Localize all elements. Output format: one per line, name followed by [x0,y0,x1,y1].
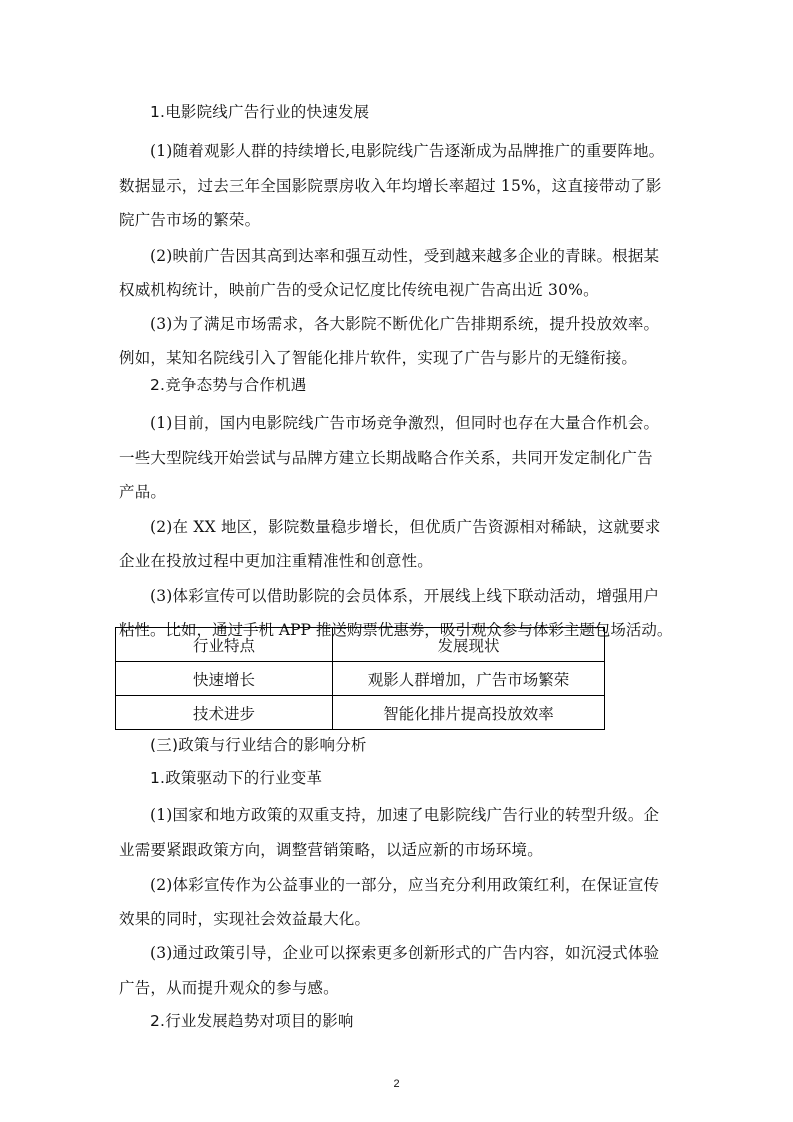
text-line: (3)体彩宣传可以借助影院的会员体系，开展线上线下联动活动，增强用户 [150,587,660,605]
section-heading: 1.电影院线广告行业的快速发展 [150,103,370,121]
text-line: 权威机构统计，映前广告的受众记忆度比传统电视广告高出近 30%。 [119,281,599,299]
text-line: 广告，从而提升观众的参与感。 [119,979,339,997]
table-cell: 快速增长 [116,662,333,696]
text-line: (2)在 XX 地区，影院数量稳步增长，但优质广告资源相对稀缺，这就要求 [150,518,661,536]
table-cell: 技术进步 [116,696,333,730]
text-line: (1)国家和地方政策的双重支持，加速了电影院线广告行业的转型升级。企 [150,806,660,824]
text-line: 院广告市场的繁荣。 [119,211,261,229]
table-header-row [116,628,605,662]
text-line: (1)目前，国内电影院线广告市场竞争激烈，但同时也存在大量合作机会。 [150,414,660,432]
table-header-cell: 发展现状 [333,628,605,662]
text-line: 效果的同时，实现社会效益最大化。 [119,910,371,928]
page-number: 2 [393,1078,400,1090]
table-row [116,662,605,696]
text-line: 粘性。比如，通过手机 APP 推送购票优惠券，吸引观众参与体彩主题包场活动。 [119,621,673,639]
text-line: 一些大型院线开始尝试与品牌方建立长期战略合作关系，共同开发定制化广告 [119,449,653,467]
text-line: 企业在投放过程中更加注重精准性和创意性。 [119,552,434,570]
table-row [116,696,605,730]
section-heading: 2.竞争态势与合作机遇 [150,376,307,394]
industry-table [115,627,605,730]
text-line: (3)为了满足市场需求，各大影院不断优化广告排期系统，提升投放效率。 [150,315,660,333]
text-line: (2)体彩宣传作为公益事业的一部分，应当充分利用政策红利，在保证宣传 [150,876,660,894]
section-heading: 2.行业发展趋势对项目的影响 [150,1012,354,1030]
text-line: (1)随着观影人群的持续增长,电影院线广告逐渐成为品牌推广的重要阵地。 [150,142,665,160]
text-line: 数据显示，过去三年全国影院票房收入年均增长率超过 15%，这直接带动了影 [119,177,662,195]
section-heading: 1.政策驱动下的行业变革 [150,769,323,787]
table-cell: 智能化排片提高投放效率 [333,696,605,730]
text-line: 例如，某知名院线引入了智能化排片软件，实现了广告与影片的无缝衔接。 [119,349,638,367]
text-line: 业需要紧跟政策方向，调整营销策略，以适应新的市场环境。 [119,841,543,859]
text-line: 产品。 [119,483,167,501]
table-header-cell: 行业特点 [116,628,333,662]
table-cell: 观影人群增加，广告市场繁荣 [333,662,605,696]
text-line: (3)通过政策引导，企业可以探索更多创新形式的广告内容，如沉浸式体验 [150,944,660,962]
section-heading: (三)政策与行业结合的影响分析 [150,736,367,754]
text-line: (2)映前广告因其高到达率和强互动性，受到越来越多企业的青睐。根据某 [150,247,660,265]
